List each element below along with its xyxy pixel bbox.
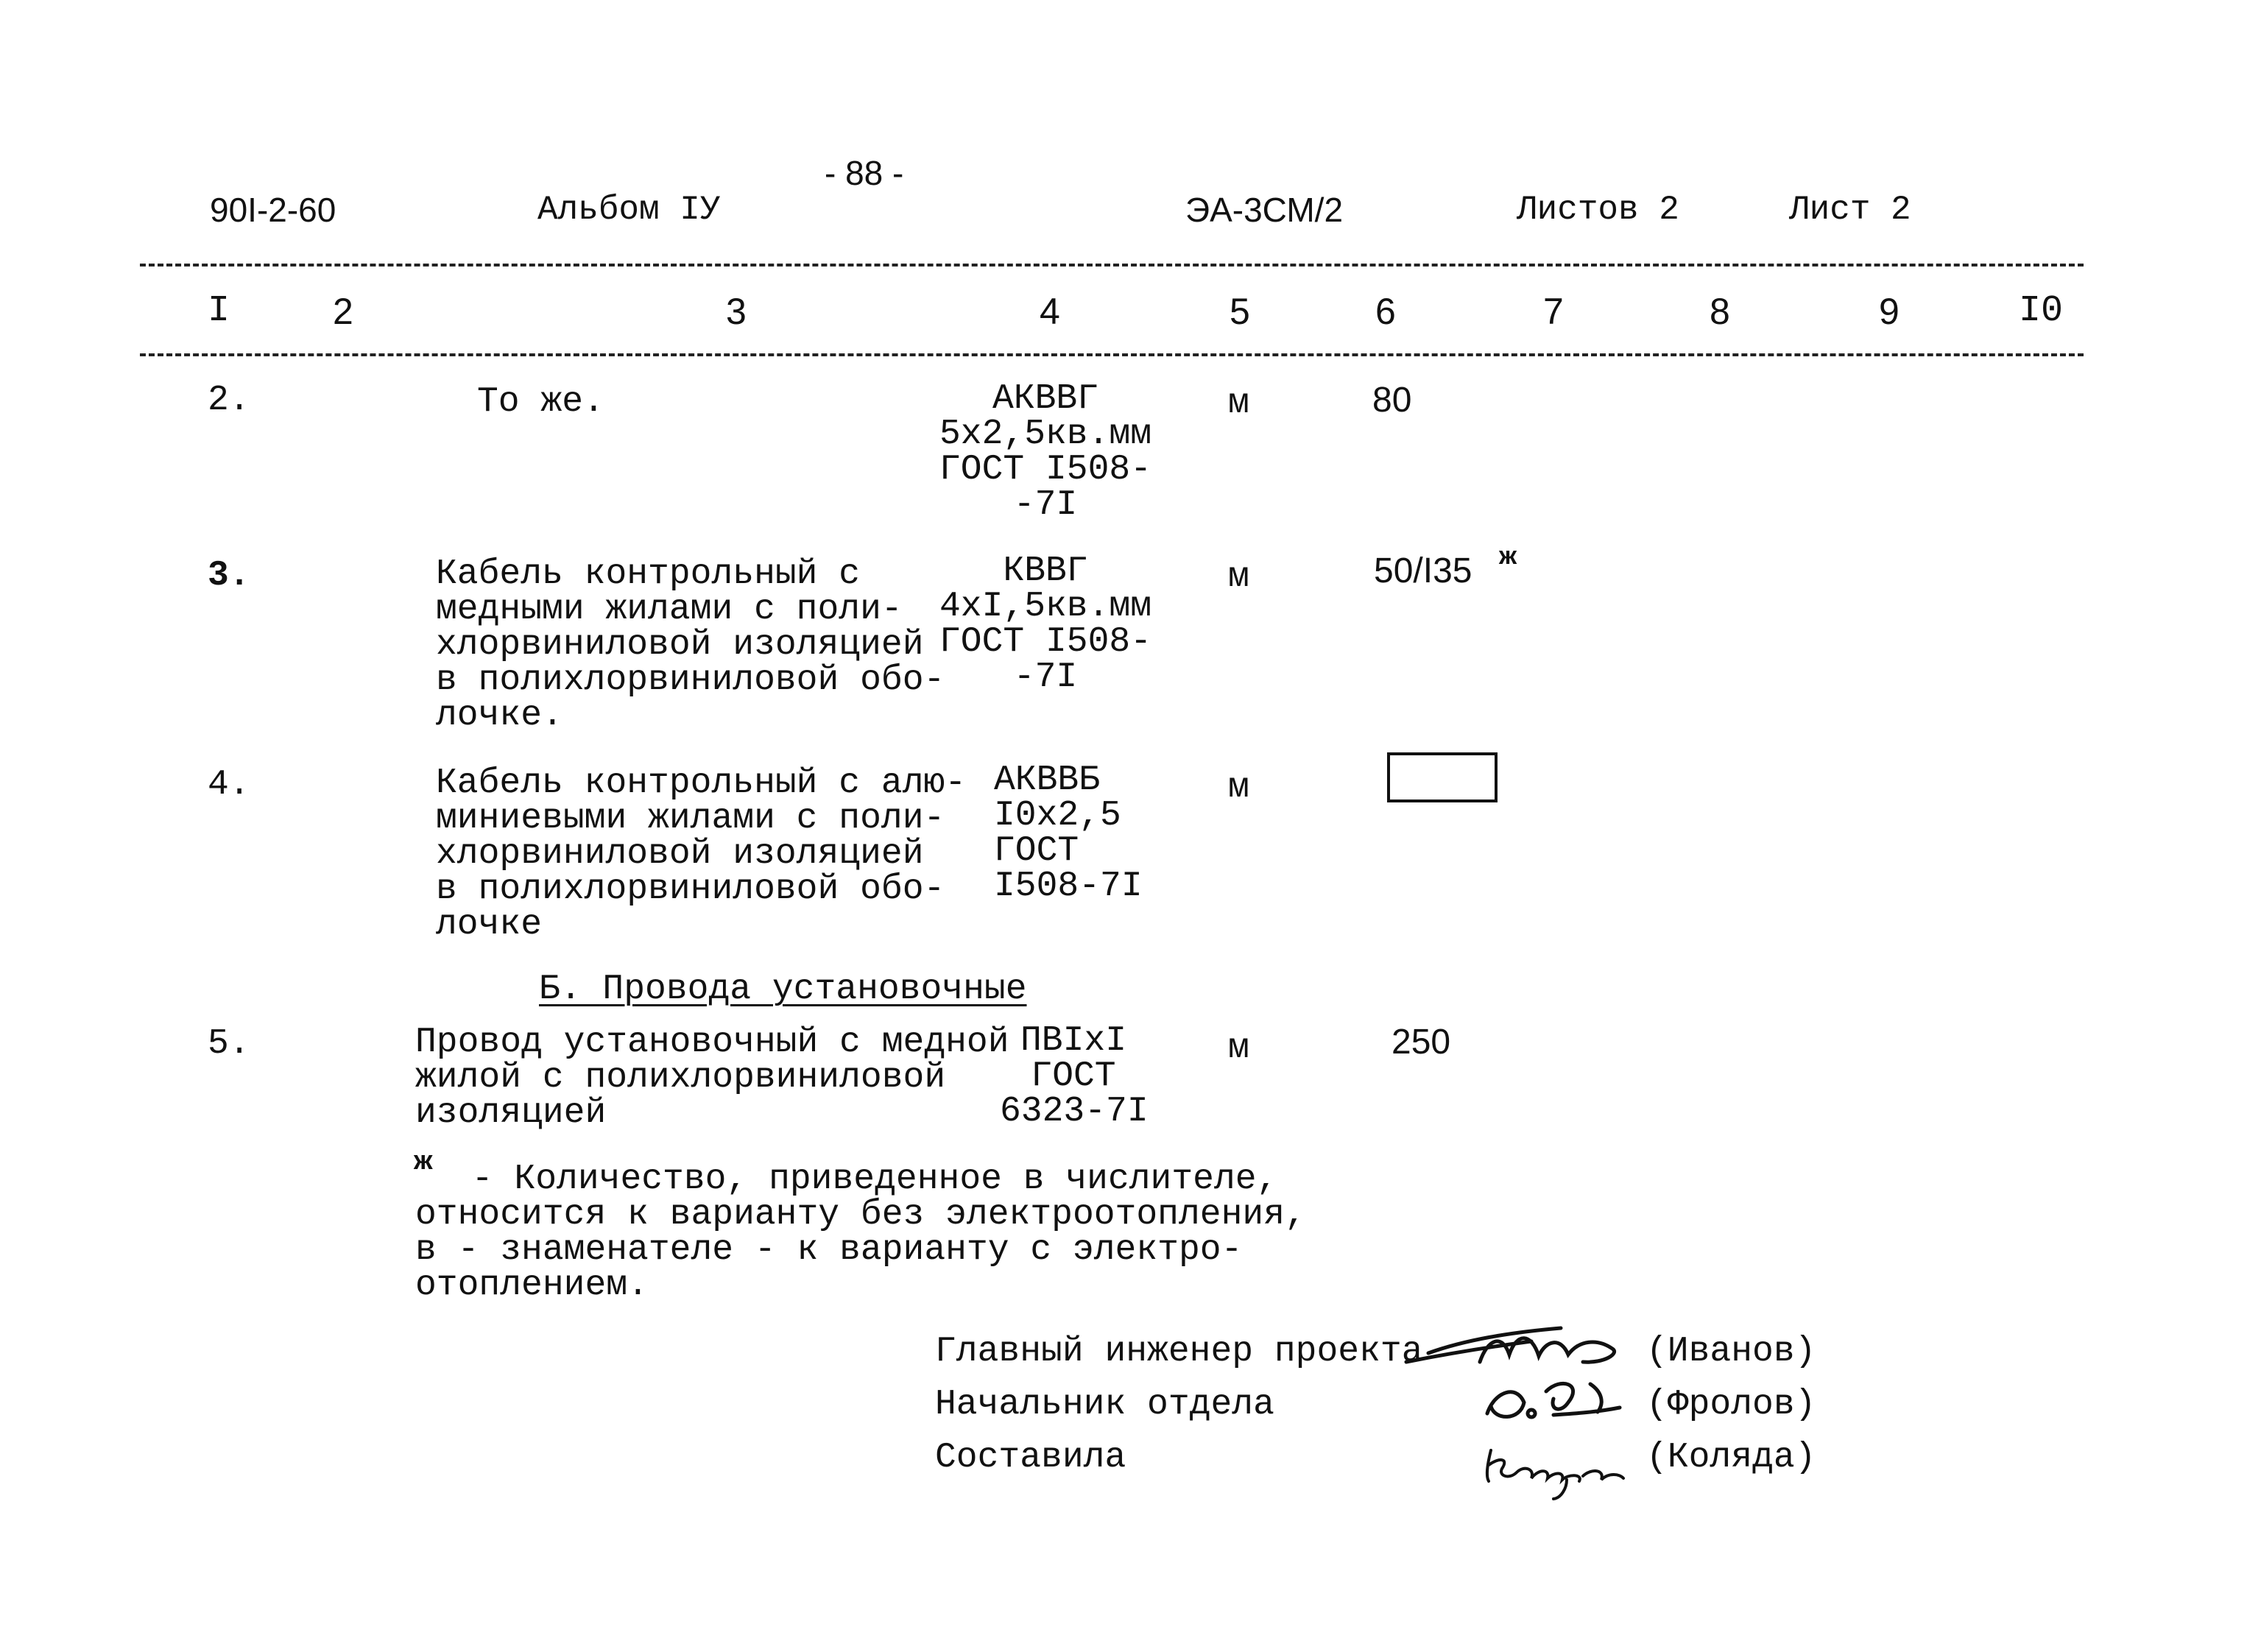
item-unit: м xyxy=(1228,384,1249,423)
item-mark: ПВIхI ГОСТ 6323-7I xyxy=(1000,1021,1149,1132)
section-title: Б. Провода установочные xyxy=(539,970,1027,1009)
handwritten-signature-kolyada xyxy=(1480,1436,1634,1502)
signature-name: (Иванов) xyxy=(1646,1332,1816,1372)
drawing-mark: ЭА-3СМ/2 xyxy=(1185,191,1344,229)
item-name: Провод установочный с медной жилой с полихлорвиниловой изоляцией xyxy=(415,1023,1009,1133)
item-quantity: 80 xyxy=(1372,381,1412,420)
signature-role: Начальник отдела xyxy=(935,1385,1274,1425)
signature-role: Составила xyxy=(935,1438,1126,1478)
item-unit: м xyxy=(1228,768,1249,808)
item-unit: м xyxy=(1228,1028,1249,1068)
col-header-3: 3 xyxy=(726,291,747,332)
col-header-8: 8 xyxy=(1710,291,1730,332)
sheets-total: Листов 2 xyxy=(1517,191,1679,229)
col-header-6: 6 xyxy=(1375,291,1396,332)
col-header-7: 7 xyxy=(1543,291,1564,332)
item-quantity: 50/I35 xyxy=(1374,551,1472,590)
row-number: 4. xyxy=(208,765,250,805)
header-rule-top xyxy=(140,264,2084,266)
signature-name: (Фролов) xyxy=(1646,1385,1816,1425)
row-number: 5. xyxy=(208,1024,250,1064)
item-name: Кабель контрольный с алю- миниевыми жилами с поли- хлорвиниловой изоляцией в полихлорвиниловой обо- лочке xyxy=(436,763,967,945)
item-mark: АКВВБ I0х2,5 ГОСТ I508-7I xyxy=(994,760,1143,906)
page-number: - 88 - xyxy=(825,154,904,192)
footnote-text: - Количество, приведенное в числителе, относится к варианту без электроотопления, в - знаменателе - к варианту с электро- отоплением. xyxy=(415,1159,1306,1305)
item-mark: КВВГ 4хI,5кв.мм ГОСТ I508- -7I xyxy=(939,551,1152,697)
row-number: 3. xyxy=(208,556,250,596)
col-header-1: I xyxy=(208,290,230,332)
item-name: То же. xyxy=(477,382,604,422)
item-name: Кабель контрольный с медными жилами с поли- хлорвиниловой изоляцией в полихлорвиниловой обо- лочке. xyxy=(436,554,945,735)
doc-code: 90I-2-60 xyxy=(210,191,336,229)
col-header-4: 4 xyxy=(1040,291,1060,332)
item-quantity: 250 xyxy=(1391,1023,1451,1062)
col-header-5: 5 xyxy=(1230,291,1250,332)
header-rule-bottom xyxy=(140,353,2084,356)
col-header-10: I0 xyxy=(2019,290,2064,332)
handwritten-signature-frolov xyxy=(1480,1369,1627,1428)
sheet-number: Лист 2 xyxy=(1789,191,1911,229)
album-label: Альбом IУ xyxy=(537,191,721,229)
row-number: 2. xyxy=(208,381,250,420)
signature-role: Главный инженер проекта xyxy=(935,1332,1423,1372)
col-header-2: 2 xyxy=(333,291,353,332)
item-mark: АКВВГ 5х2,5кв.мм ГОСТ I508- -7I xyxy=(939,379,1152,525)
footnote-marker: ж xyxy=(414,1145,433,1175)
quantity-empty-box xyxy=(1387,752,1498,802)
signature-name: (Коляда) xyxy=(1646,1438,1816,1478)
col-header-9: 9 xyxy=(1879,291,1900,332)
item-unit: м xyxy=(1228,557,1249,597)
footnote-marker: ж xyxy=(1499,542,1517,570)
